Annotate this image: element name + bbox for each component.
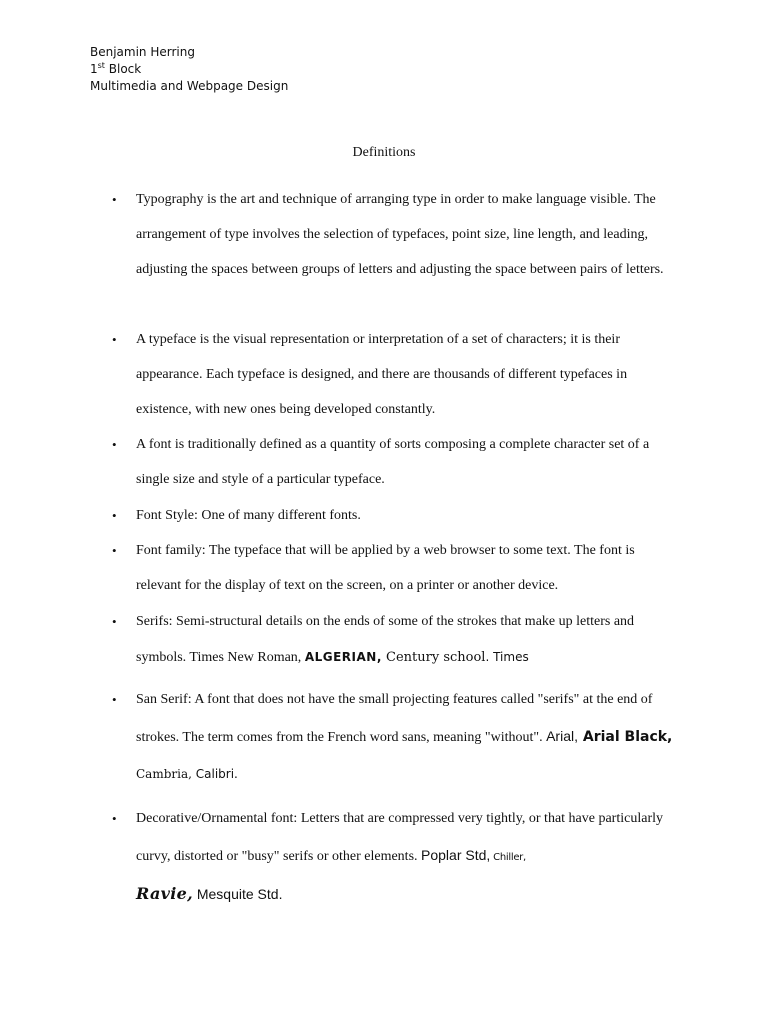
bullet-icon: • xyxy=(112,332,117,347)
sample-calibri: Calibri. xyxy=(191,767,238,781)
bullet-icon: • xyxy=(112,692,117,707)
definition-text: Font family: The typeface that will be applied by a web browser to some text. The font is relevant for the display of text on the screen, on a printer or another device. xyxy=(136,543,635,593)
definition-san-serif xyxy=(112,681,681,793)
block-suffix: st xyxy=(97,61,105,70)
definition-text: Font Style: One of many different fonts. xyxy=(136,508,361,523)
bullet-icon: • xyxy=(112,614,117,629)
author-name: Benjamin Herring xyxy=(90,45,195,59)
course-name: Multimedia and Webpage Design xyxy=(90,79,289,93)
sample-ravie: Ravie, xyxy=(136,884,193,903)
sample-arial-black: Arial Black, xyxy=(578,729,673,745)
bullet-icon: • xyxy=(112,508,117,523)
bullet-icon: • xyxy=(112,543,117,558)
sample-arial: Arial, xyxy=(546,728,578,744)
document-header xyxy=(90,44,288,95)
definition-typeface xyxy=(112,323,681,427)
definition-text: A typeface is the visual representation or interpretation of a set of characters; it is their appearance. Each typeface is designed, and there are thousands of different typefaces in existence, with new ones being developed constantly. xyxy=(136,332,628,417)
block-word: Block xyxy=(104,62,142,76)
definition-decorative xyxy=(112,801,681,914)
page-title: Definitions xyxy=(352,145,416,160)
block-number: 1 xyxy=(90,62,98,76)
sample-chiller: Chiller, xyxy=(490,852,526,863)
sample-mesquite-std: Mesquite Std. xyxy=(192,886,283,902)
bullet-icon: • xyxy=(112,437,117,452)
bullet-icon: • xyxy=(112,192,117,207)
definition-text: A font is traditionally defined as a quantity of sorts composing a complete character set of a single size and style of a particular typeface. xyxy=(136,437,650,487)
sample-algerian: ALGERIAN, xyxy=(304,649,382,664)
sample-times: . Times xyxy=(485,649,529,664)
definition-typography xyxy=(112,183,681,287)
definition-text: San Serif: A font that does not have the small projecting features called "serifs" at the end of strokes. The term comes from the French word sans, meaning "without". xyxy=(136,692,653,745)
definition-text: Typography is the art and technique of arranging type in order to make language visible. The arrangement of type involves the selection of typefaces, point size, line length, and leading, adjusting the spaces between groups of letters and adjusting the space between pairs of letters. xyxy=(136,192,664,277)
definition-text: Serifs: Semi-structural details on the ends of some of the strokes that make up letters and symbols. Times New Roman, xyxy=(136,614,635,665)
definition-font-family xyxy=(112,534,681,604)
sample-poplar-std: Poplar Std, xyxy=(421,847,491,863)
class-block xyxy=(90,61,288,78)
definition-font-style xyxy=(112,499,681,534)
definition-font xyxy=(112,428,681,498)
definition-text: Decorative/Ornamental font: Letters that are compressed very tightly, or that have particularly curvy, distorted or "busy" serifs or other elements. xyxy=(136,811,663,864)
definition-serifs xyxy=(112,605,681,676)
sample-century-school: Century school xyxy=(381,649,486,665)
sample-cambria: Cambria, xyxy=(136,767,192,781)
bullet-icon: • xyxy=(112,811,117,826)
